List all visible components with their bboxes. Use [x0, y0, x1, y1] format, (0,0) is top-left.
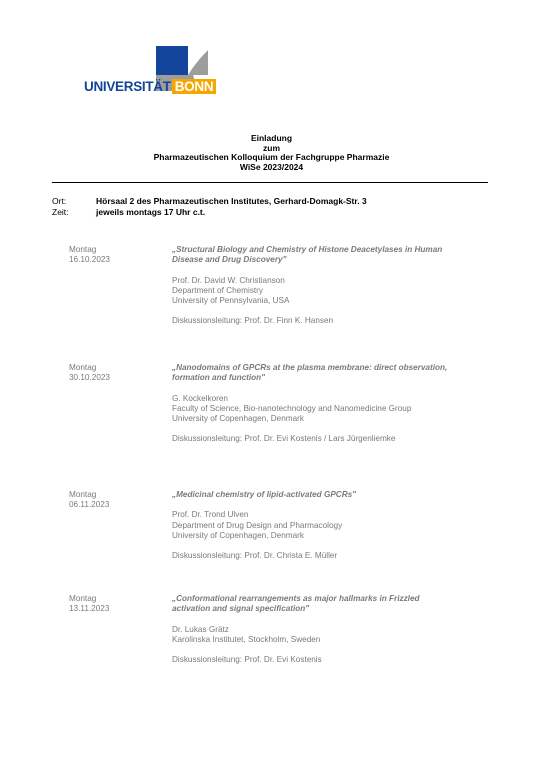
- event-affiliation: University of Copenhagen, Denmark: [172, 530, 304, 540]
- event-date: [69, 594, 149, 615]
- logo-wordmark: [84, 78, 216, 95]
- event-affiliation: Faculty of Science, Bio-nanotechnology and Nanomedicine Group: [172, 403, 412, 413]
- event-moderation: Diskussionsleitung: Prof. Dr. Christa E. Müller: [172, 551, 338, 561]
- venue-label: Ort:: [52, 196, 67, 206]
- event-title-line: „Structural Biology and Chemistry of Histone Deacetylases in Human: [172, 245, 443, 254]
- event-affiliation: University of Copenhagen, Denmark: [172, 414, 304, 424]
- header-divider: [52, 182, 488, 183]
- event-title-line: „Medicinal chemistry of lipid-activated GPCRs": [172, 490, 357, 499]
- event-weekday: Montag: [69, 490, 97, 499]
- event-speaker: Dr. Lukas Grätz: [172, 624, 229, 634]
- time-label: Zeit:: [52, 206, 69, 217]
- logo-text-main: UNIVERSITÄT: [84, 79, 171, 94]
- event-weekday: Montag: [69, 594, 97, 603]
- event-title-line: Disease and Drug Discovery": [172, 255, 287, 265]
- event-speaker: Prof. Dr. Trond Ulven: [172, 510, 249, 520]
- event-details: [172, 245, 492, 327]
- event-moderation: Diskussionsleitung: Prof. Dr. Evi Kostenis: [172, 655, 322, 665]
- event-title-line: formation and function": [172, 373, 266, 383]
- event-date: [69, 363, 149, 384]
- event-weekday: Montag: [69, 363, 97, 372]
- event-details: [172, 594, 492, 665]
- event-title-line: „Conformational rearrangements as major hallmarks in Frizzled: [172, 594, 420, 603]
- venue-info: [52, 196, 367, 217]
- event-date-value: 06.11.2023: [69, 500, 110, 510]
- invitation-header: [0, 134, 543, 172]
- venue-value: Hörsaal 2 des Pharmazeutischen Institutes, Gerhard-Domagk-Str. 3: [96, 196, 367, 206]
- event-date-value: 16.10.2023: [69, 255, 110, 265]
- event-date-value: 13.11.2023: [69, 604, 110, 614]
- event-moderation: Diskussionsleitung: Prof. Dr. Finn K. Hansen: [172, 316, 334, 326]
- event-affiliation: Karolinska Institutet, Stockholm, Sweden: [172, 634, 321, 644]
- event-date: [69, 490, 149, 511]
- event-title-line: activation and signal specification": [172, 604, 310, 614]
- university-logo: [84, 46, 214, 98]
- time-row: [52, 207, 367, 218]
- venue-row: [52, 196, 367, 207]
- header-line-1: Einladung: [250, 133, 293, 143]
- event-speaker: G. Kockelkoren: [172, 393, 228, 403]
- event-title-line: „Nanodomains of GPCRs at the plasma membrane: direct observation,: [172, 363, 448, 372]
- event-details: [172, 490, 492, 561]
- event-weekday: Montag: [69, 245, 97, 254]
- event-details: [172, 363, 492, 445]
- header-line-4: WiSe 2023/2024: [239, 161, 304, 172]
- event-affiliation: University of Pennsylvania, USA: [172, 296, 290, 306]
- header-line-2: zum: [263, 142, 280, 153]
- event-date-value: 30.10.2023: [69, 373, 110, 383]
- event-moderation: Diskussionsleitung: Prof. Dr. Evi Kostenis / Lars Jürgenliemke: [172, 434, 396, 444]
- logo-text-highlight: BONN: [172, 79, 217, 94]
- time-value: jeweils montags 17 Uhr c.t.: [96, 206, 206, 217]
- event-date: [69, 245, 149, 266]
- event-affiliation: Department of Drug Design and Pharmacology: [172, 520, 343, 530]
- event-affiliation: Department of Chemistry: [172, 285, 264, 295]
- header-line-3: Pharmazeutischen Kolloquium der Fachgruppe Pharmazie: [153, 152, 390, 162]
- event-speaker: Prof. Dr. David W. Christianson: [172, 275, 285, 285]
